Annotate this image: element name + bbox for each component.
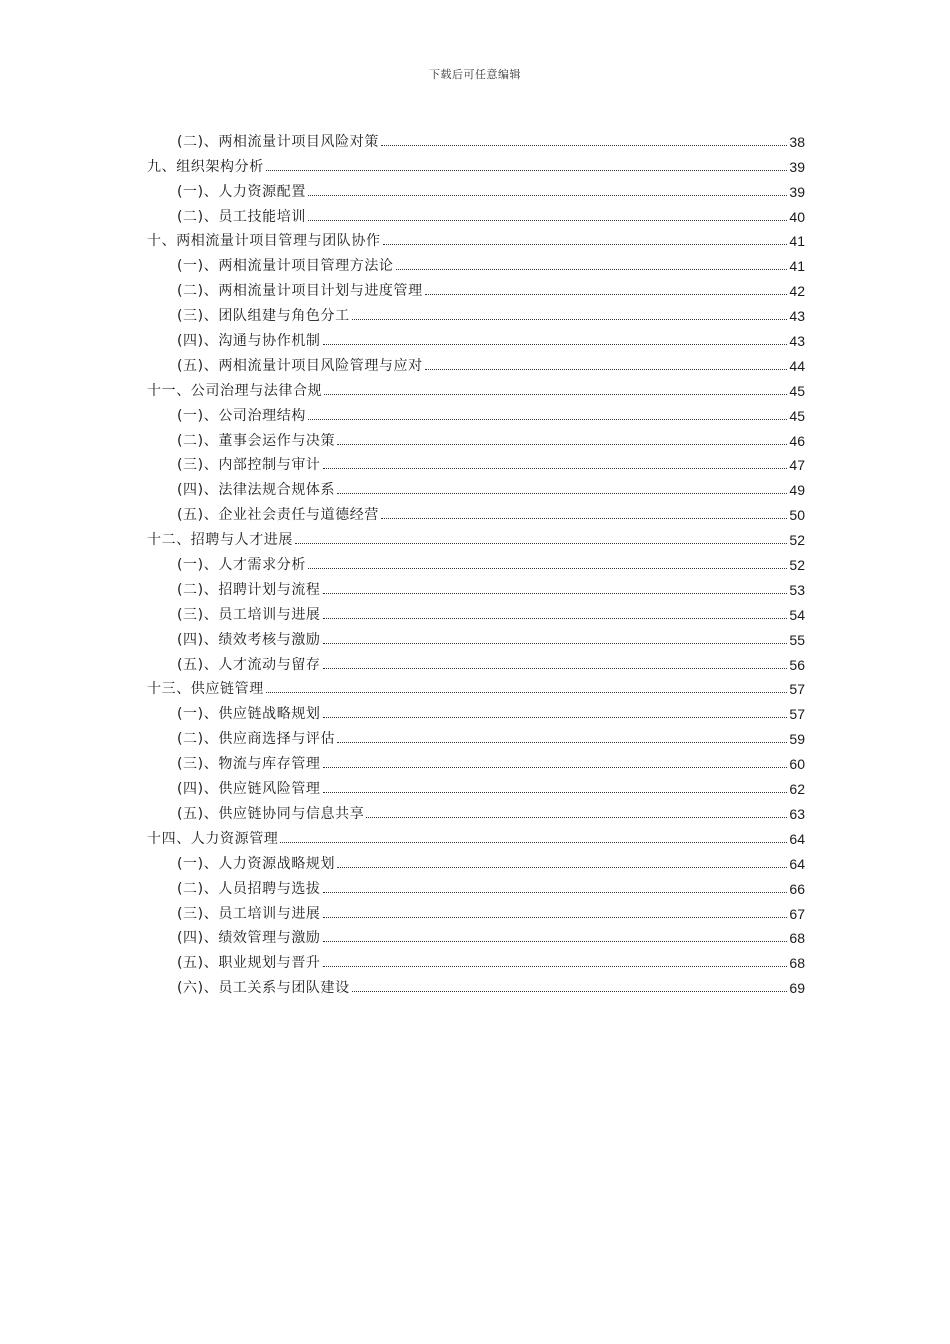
toc-entry-title: (四)、绩效考核与激励 <box>177 631 321 648</box>
toc-page-number: 67 <box>789 905 805 922</box>
toc-dot-leader <box>323 618 788 619</box>
toc-dot-leader <box>308 195 787 196</box>
toc-entry-title: 九、组织架构分析 <box>147 158 264 175</box>
toc-subsection-entry[interactable] <box>147 323 805 348</box>
toc-entry-title: (四)、供应链风险管理 <box>177 781 321 798</box>
toc-dot-leader <box>280 842 787 843</box>
toc-page-number: 41 <box>789 258 805 275</box>
toc-entry-title: (三)、员工培训与进展 <box>177 606 321 623</box>
toc-dot-leader <box>308 419 787 420</box>
toc-entry-title: (三)、员工培训与进展 <box>177 905 321 922</box>
toc-subsection-entry[interactable] <box>147 398 805 423</box>
toc-page-number: 54 <box>789 606 805 623</box>
toc-subsection-entry[interactable] <box>147 248 805 273</box>
toc-entry-title: (一)、人才需求分析 <box>177 557 306 574</box>
toc-page-number: 46 <box>789 432 805 449</box>
page-header: 下载后可任意编辑 <box>429 68 521 81</box>
toc-subsection-entry[interactable] <box>147 896 805 921</box>
toc-dot-leader <box>308 220 787 221</box>
toc-dot-leader <box>366 817 787 818</box>
toc-entry-title: (一)、人力资源战略规划 <box>177 855 336 872</box>
toc-dot-leader <box>266 692 788 693</box>
toc-subsection-entry[interactable] <box>147 796 805 821</box>
toc-section-entry[interactable] <box>147 821 805 846</box>
toc-dot-leader <box>352 991 788 992</box>
toc-entry-title: (二)、董事会运作与决策 <box>177 432 336 449</box>
toc-page-number: 42 <box>789 283 805 300</box>
toc-dot-leader <box>323 643 788 644</box>
toc-entry-title: (五)、人才流动与留存 <box>177 656 321 673</box>
toc-subsection-entry[interactable] <box>147 746 805 771</box>
toc-entry-title: (四)、法律法规合规体系 <box>177 482 336 499</box>
toc-dot-leader <box>383 244 788 245</box>
toc-entry-title: (二)、招聘计划与流程 <box>177 581 321 598</box>
toc-page-number: 59 <box>789 731 805 748</box>
toc-dot-leader <box>381 518 787 519</box>
toc-page-number: 57 <box>789 681 805 698</box>
toc-entry-title: (二)、供应商选择与评估 <box>177 731 336 748</box>
toc-subsection-entry[interactable] <box>147 597 805 622</box>
toc-entry-title: (二)、员工技能培训 <box>177 208 306 225</box>
toc-subsection-entry[interactable] <box>147 921 805 946</box>
toc-entry-title: (三)、物流与库存管理 <box>177 756 321 773</box>
toc-entry-title: (四)、绩效管理与激励 <box>177 930 321 947</box>
toc-section-entry[interactable] <box>147 373 805 398</box>
table-of-contents <box>147 124 805 995</box>
toc-entry-title: (三)、内部控制与审计 <box>177 457 321 474</box>
toc-page-number: 43 <box>789 308 805 325</box>
toc-entry-title: (六)、员工关系与团队建设 <box>177 980 350 997</box>
toc-subsection-entry[interactable] <box>147 348 805 373</box>
toc-page-number: 64 <box>789 830 805 847</box>
toc-entry-title: (一)、供应链战略规划 <box>177 706 321 723</box>
toc-dot-leader <box>425 369 788 370</box>
toc-page-number: 53 <box>789 581 805 598</box>
toc-dot-leader <box>323 892 788 893</box>
toc-page-number: 57 <box>789 706 805 723</box>
toc-dot-leader <box>323 344 788 345</box>
toc-page-number: 56 <box>789 656 805 673</box>
toc-dot-leader <box>323 668 788 669</box>
toc-subsection-entry[interactable] <box>147 298 805 323</box>
toc-page-number: 43 <box>789 333 805 350</box>
toc-subsection-entry[interactable] <box>147 497 805 522</box>
toc-dot-leader <box>352 319 788 320</box>
toc-subsection-entry[interactable] <box>147 970 805 995</box>
toc-dot-leader <box>323 593 788 594</box>
toc-subsection-entry[interactable] <box>147 174 805 199</box>
toc-page-number: 45 <box>789 407 805 424</box>
toc-page-number: 64 <box>789 855 805 872</box>
toc-page-number: 39 <box>789 183 805 200</box>
toc-entry-title: 十三、供应链管理 <box>147 681 264 698</box>
toc-entry-title: 十一、公司治理与法律合规 <box>147 382 323 399</box>
toc-page-number: 66 <box>789 880 805 897</box>
toc-page-number: 68 <box>789 955 805 972</box>
toc-subsection-entry[interactable] <box>147 547 805 572</box>
toc-page-number: 50 <box>789 507 805 524</box>
toc-dot-leader <box>323 717 788 718</box>
toc-subsection-entry[interactable] <box>147 423 805 448</box>
toc-subsection-entry[interactable] <box>147 771 805 796</box>
toc-dot-leader <box>381 145 787 146</box>
toc-page-number: 69 <box>789 980 805 997</box>
toc-page-number: 49 <box>789 482 805 499</box>
toc-subsection-entry[interactable] <box>147 696 805 721</box>
toc-dot-leader <box>323 966 788 967</box>
toc-dot-leader <box>396 269 788 270</box>
toc-section-entry[interactable] <box>147 149 805 174</box>
toc-page-number: 41 <box>789 233 805 250</box>
toc-page-number: 55 <box>789 631 805 648</box>
toc-entry-title: (三)、团队组建与角色分工 <box>177 308 350 325</box>
toc-subsection-entry[interactable] <box>147 871 805 896</box>
toc-subsection-entry[interactable] <box>147 273 805 298</box>
toc-page-number: 47 <box>789 457 805 474</box>
toc-dot-leader <box>323 792 788 793</box>
toc-subsection-entry[interactable] <box>147 945 805 970</box>
toc-dot-leader <box>308 568 787 569</box>
toc-subsection-entry[interactable] <box>147 622 805 647</box>
toc-page-number: 68 <box>789 930 805 947</box>
toc-dot-leader <box>337 867 787 868</box>
toc-entry-title: (二)、两相流量计项目风险对策 <box>177 133 379 150</box>
toc-entry-title: (五)、供应链协同与信息共享 <box>177 805 365 822</box>
toc-subsection-entry[interactable] <box>147 846 805 871</box>
toc-dot-leader <box>323 941 788 942</box>
toc-page-number: 40 <box>789 208 805 225</box>
toc-page-number: 39 <box>789 158 805 175</box>
toc-section-entry[interactable] <box>147 224 805 249</box>
toc-subsection-entry[interactable] <box>147 448 805 473</box>
toc-entry-title: (一)、公司治理结构 <box>177 407 306 424</box>
toc-dot-leader <box>425 294 788 295</box>
toc-entry-title: (一)、两相流量计项目管理方法论 <box>177 258 394 275</box>
toc-dot-leader <box>323 468 788 469</box>
toc-subsection-entry[interactable] <box>147 721 805 746</box>
toc-section-entry[interactable] <box>147 672 805 697</box>
toc-page-number: 62 <box>789 781 805 798</box>
toc-entry-title: (二)、两相流量计项目计划与进度管理 <box>177 283 423 300</box>
toc-entry-title: (四)、沟通与协作机制 <box>177 333 321 350</box>
toc-page-number: 44 <box>789 357 805 374</box>
toc-page-number: 52 <box>789 557 805 574</box>
toc-entry-title: (一)、人力资源配置 <box>177 183 306 200</box>
toc-page-number: 52 <box>789 532 805 549</box>
toc-page-number: 63 <box>789 805 805 822</box>
toc-page-number: 60 <box>789 756 805 773</box>
toc-dot-leader <box>323 917 788 918</box>
toc-entry-title: 十二、招聘与人才进展 <box>147 532 293 549</box>
toc-entry-title: (五)、企业社会责任与道德经营 <box>177 507 379 524</box>
toc-subsection-entry[interactable] <box>147 472 805 497</box>
toc-entry-title: 十四、人力资源管理 <box>147 830 279 847</box>
toc-dot-leader <box>295 543 787 544</box>
toc-entry-title: (五)、职业规划与晋升 <box>177 955 321 972</box>
toc-subsection-entry[interactable] <box>147 199 805 224</box>
toc-entry-title: (五)、两相流量计项目风险管理与应对 <box>177 357 423 374</box>
toc-dot-leader <box>323 767 788 768</box>
toc-dot-leader <box>324 394 787 395</box>
toc-entry-title: (二)、人员招聘与选拔 <box>177 880 321 897</box>
toc-subsection-entry[interactable] <box>147 572 805 597</box>
toc-dot-leader <box>337 444 787 445</box>
toc-subsection-entry[interactable] <box>147 124 805 149</box>
toc-dot-leader <box>337 742 787 743</box>
toc-section-entry[interactable] <box>147 522 805 547</box>
toc-subsection-entry[interactable] <box>147 647 805 672</box>
toc-dot-leader <box>266 170 788 171</box>
toc-page-number: 38 <box>789 133 805 150</box>
toc-page-number: 45 <box>789 382 805 399</box>
toc-entry-title: 十、两相流量计项目管理与团队协作 <box>147 233 381 250</box>
toc-dot-leader <box>337 493 787 494</box>
